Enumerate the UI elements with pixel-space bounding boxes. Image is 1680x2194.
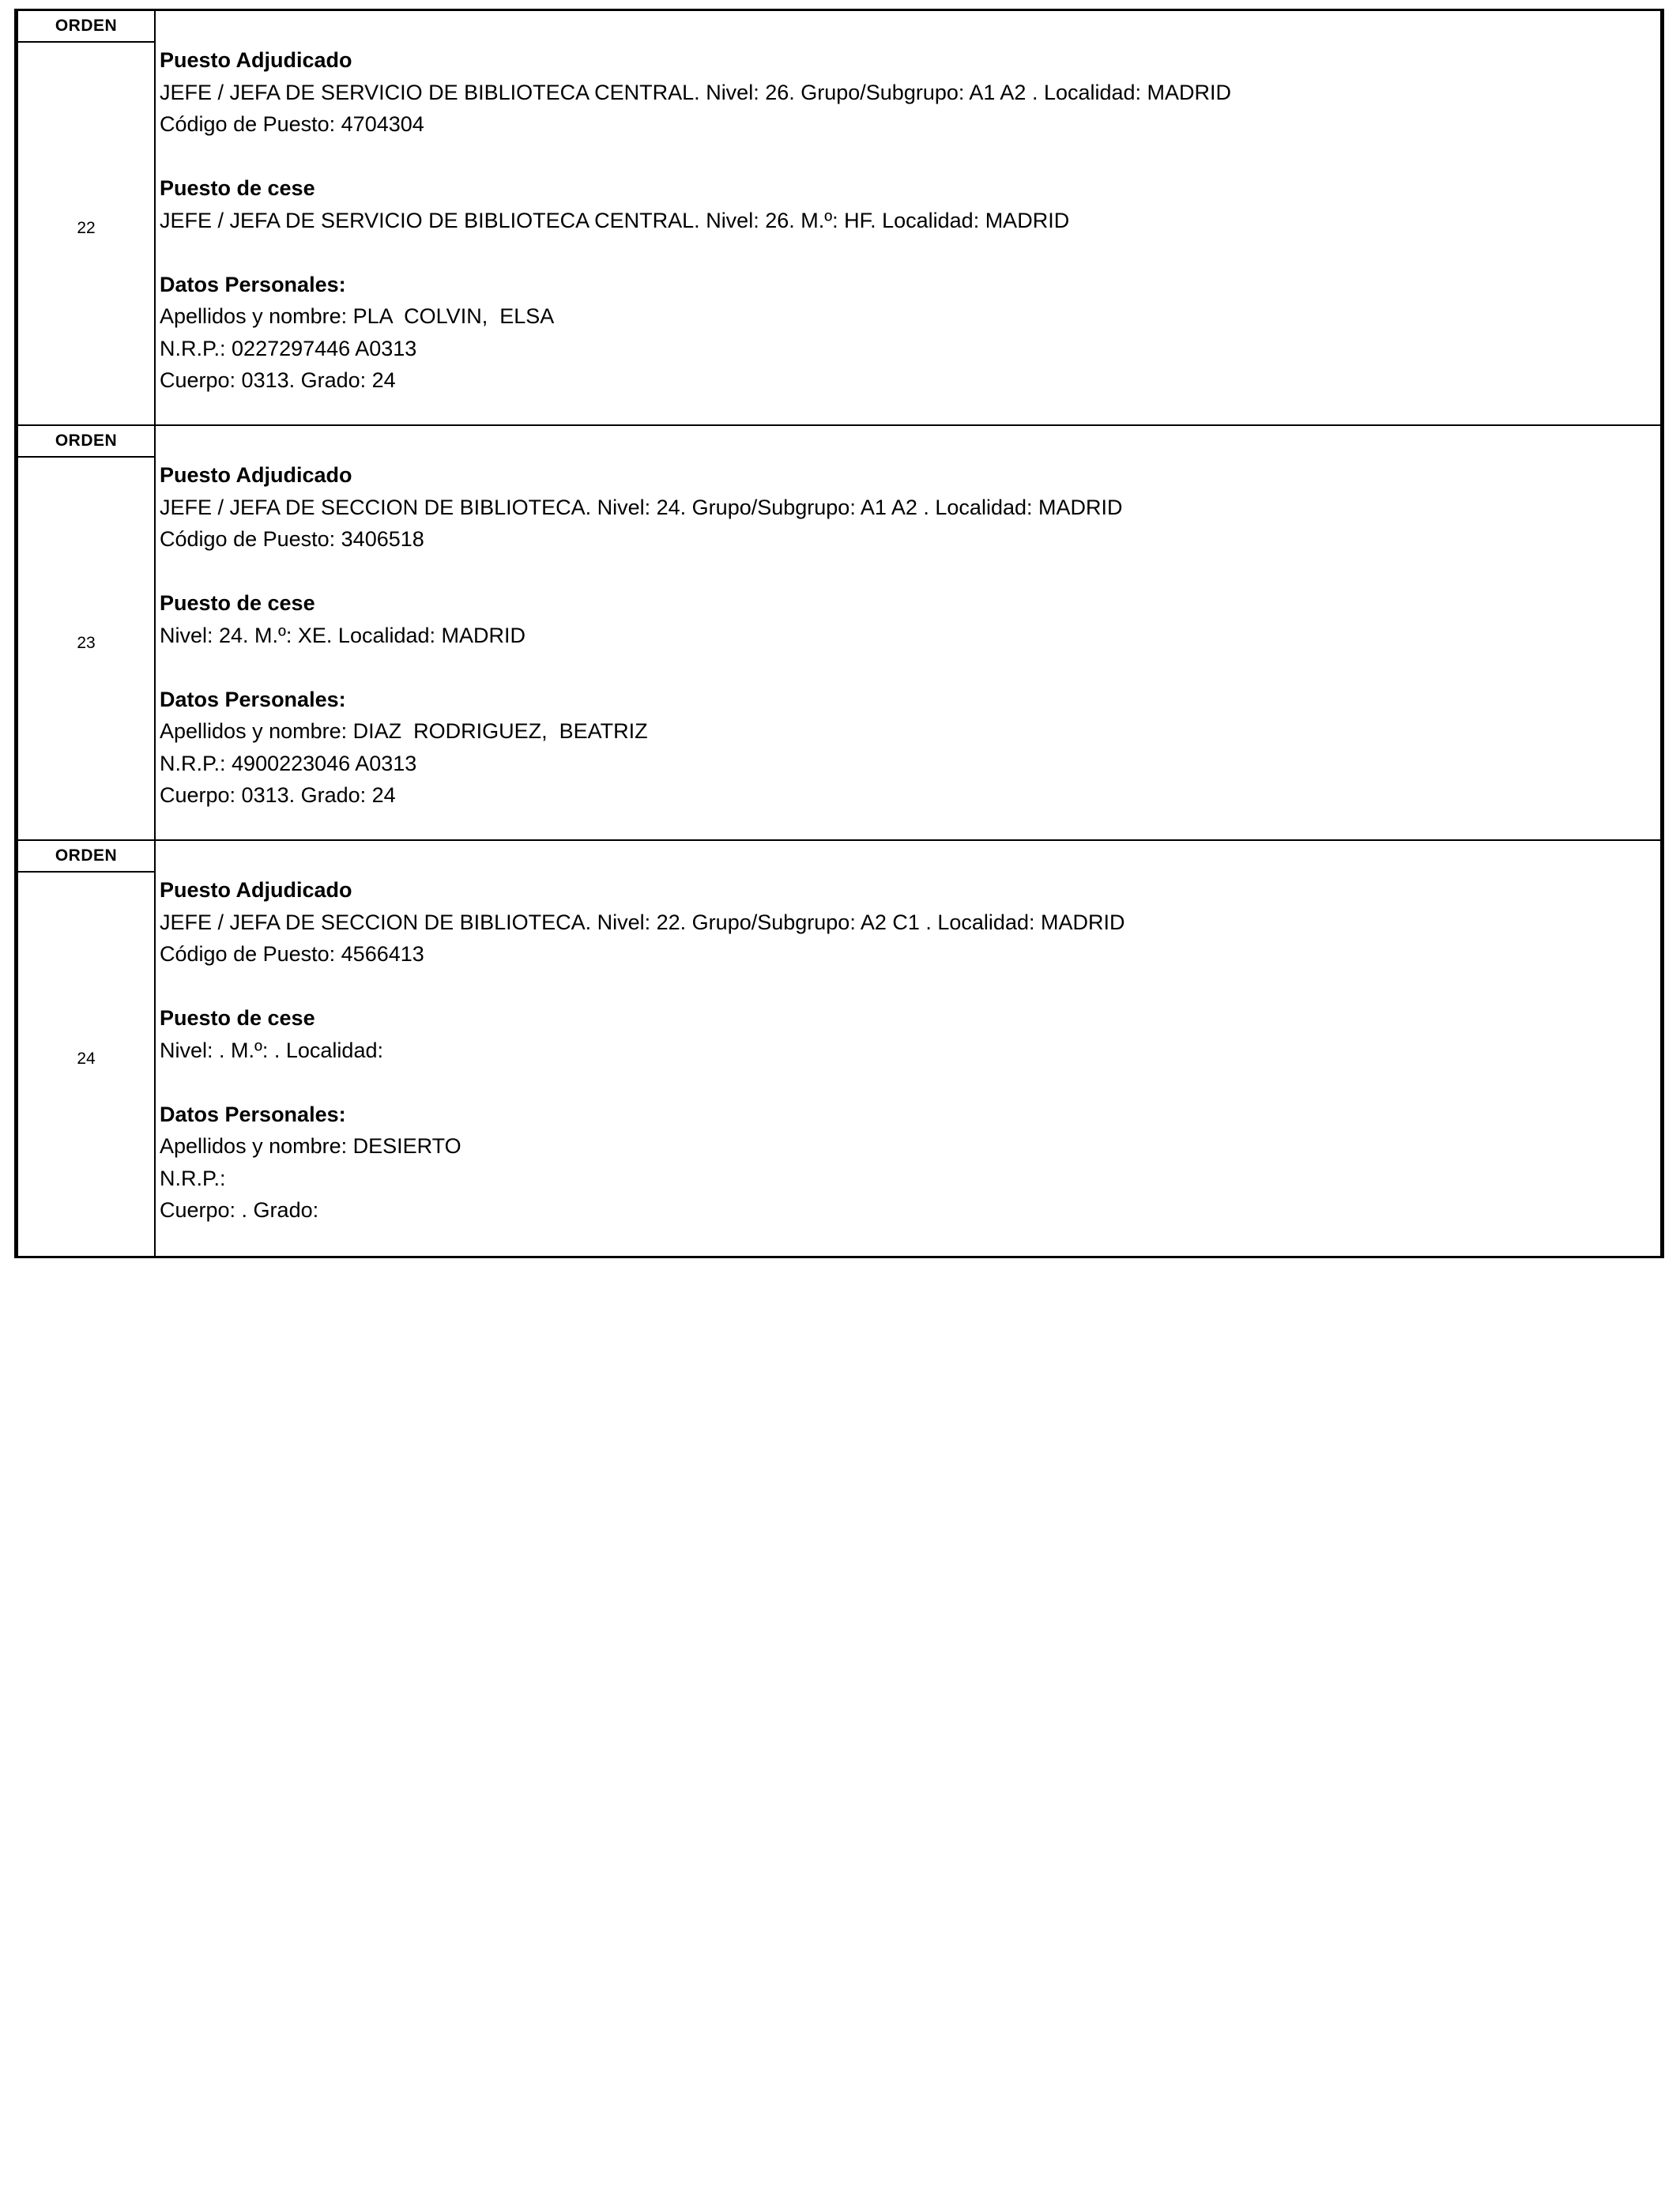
adjudicado-title: Puesto Adjudicado: [160, 878, 352, 902]
spacer: [160, 556, 1660, 588]
adjudicado-description: JEFE / JEFA DE SERVICIO DE BIBLIOTECA CENTRAL. Nivel: 26. Grupo/Subgrupo: A1 A2 . Localidad: MADRID: [160, 80, 1232, 104]
personales-nrp: N.R.P.:: [160, 1166, 226, 1190]
personales-title: Datos Personales:: [160, 687, 346, 711]
adjudicado-codigo: Código de Puesto: 4704304: [160, 112, 424, 136]
orden-number: 24: [77, 1049, 96, 1068]
cese-description: Nivel: 24. M.º: XE. Localidad: MADRID: [160, 623, 526, 647]
personales-cuerpo: Cuerpo: 0313. Grado: 24: [160, 368, 396, 392]
personales-nombre: Apellidos y nombre: DIAZ RODRIGUEZ, BEATRIZ: [160, 719, 648, 743]
record-details: [156, 841, 1660, 1256]
personales-nrp: N.R.P.: 4900223046 A0313: [160, 751, 417, 775]
orden-column: [18, 11, 156, 424]
spacer: [160, 651, 1660, 684]
cese-title: Puesto de cese: [160, 591, 315, 615]
spacer: [160, 1066, 1660, 1099]
record-details: [156, 11, 1660, 424]
adjudicado-codigo: Código de Puesto: 4566413: [160, 942, 424, 966]
personales-nombre: Apellidos y nombre: PLA COLVIN, ELSA: [160, 304, 555, 328]
adjudicado-title: Puesto Adjudicado: [160, 48, 352, 72]
cese-description: Nivel: . M.º: . Localidad:: [160, 1038, 383, 1062]
cese-title: Puesto de cese: [160, 1006, 315, 1030]
orden-column: [18, 426, 156, 839]
record-details: [156, 426, 1660, 839]
personales-nrp: N.R.P.: 0227297446 A0313: [160, 336, 417, 360]
orden-header: ORDEN: [18, 426, 154, 458]
orden-header: ORDEN: [18, 841, 154, 873]
spacer: [160, 236, 1660, 269]
assignments-table: [14, 9, 1664, 1258]
table-row: [18, 11, 1660, 426]
spacer: [160, 141, 1660, 173]
personales-nombre: Apellidos y nombre: DESIERTO: [160, 1134, 461, 1158]
adjudicado-codigo: Código de Puesto: 3406518: [160, 527, 424, 551]
personales-cuerpo: Cuerpo: . Grado:: [160, 1198, 319, 1222]
orden-column: [18, 841, 156, 1256]
orden-number: 22: [77, 218, 96, 237]
adjudicado-description: JEFE / JEFA DE SECCION DE BIBLIOTECA. Nivel: 22. Grupo/Subgrupo: A2 C1 . Localidad: MADRID: [160, 910, 1125, 934]
table-row: [18, 841, 1660, 1256]
cese-description: JEFE / JEFA DE SERVICIO DE BIBLIOTECA CENTRAL. Nivel: 26. M.º: HF. Localidad: MADRID: [160, 208, 1070, 232]
table-row: [18, 426, 1660, 841]
personales-cuerpo: Cuerpo: 0313. Grado: 24: [160, 783, 396, 807]
adjudicado-description: JEFE / JEFA DE SECCION DE BIBLIOTECA. Nivel: 24. Grupo/Subgrupo: A1 A2 . Localidad: MADRID: [160, 495, 1123, 519]
personales-title: Datos Personales:: [160, 272, 346, 296]
orden-number: 23: [77, 633, 96, 652]
spacer: [160, 971, 1660, 1003]
adjudicado-title: Puesto Adjudicado: [160, 463, 352, 487]
orden-header: ORDEN: [18, 11, 154, 43]
cese-title: Puesto de cese: [160, 176, 315, 200]
personales-title: Datos Personales:: [160, 1102, 346, 1126]
